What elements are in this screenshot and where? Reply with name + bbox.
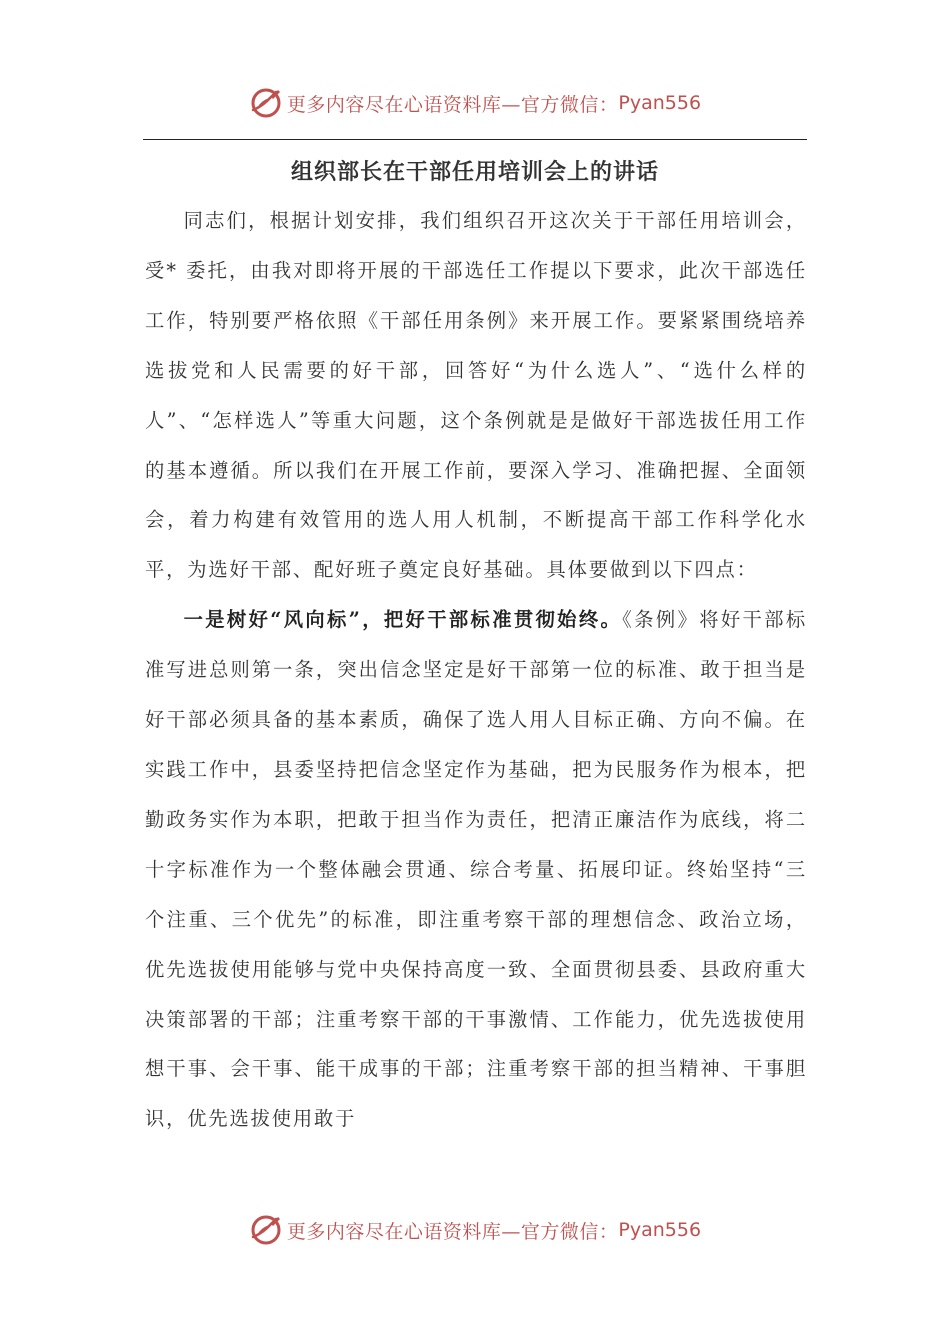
paragraph-point-one [145,595,807,1144]
watermark-text: 更多内容尽在心语资料库—官方微信： [286,93,619,116]
paragraph-intro: 同志们，根据计划安排，我们组织召开这次关于干部任用培训会，受* 委托，由我对即将开展的干部选任工作提以下要求，此次干部选任工作，特别要严格依照《干部任用条例》来开展工作。要紧紧围绕培养选拔党和人民需要的好干部，回答好“为什么选人”、“选什么样的人”、“怎样选人”等重大问题，这个条例就是是做好干部选拔任用工作的基本遵循。所以我们在开展工作前，要深入学习、准确把握、全面领会，着力构建有效管用的选人用人机制，不断提高干部工作科学化水平，为选好干部、配好班子奠定良好基础。具体要做到以下四点： [145,209,807,582]
pen-logo-icon [249,1213,283,1247]
paragraph-point-one-lead: 一是树好“风向标”，把好干部标准贯彻始终。 [183,608,623,632]
footer-watermark [0,1210,950,1250]
pen-logo-icon [249,86,283,120]
document-title: 组织部长在干部任用培训会上的讲话 [290,159,659,185]
watermark-wechat-id: Pyan556 [618,1219,702,1241]
header-divider [143,139,807,140]
watermark-wechat-id: Pyan556 [618,92,702,114]
document-body [145,196,807,1144]
watermark-text: 更多内容尽在心语资料库—官方微信： [286,1220,619,1243]
header-watermark [0,83,950,123]
paragraph-point-one-body: 《条例》将好干部标准写进总则第一条，突出信念坚定是好干部第一位的标准、敢于担当是好干部必须具备的基本素质，确保了选人用人目标正确、方向不偏。在实践工作中，县委坚持把信念坚定作为基础，把为民服务作为根本，把勤政务实作为本职，把敢于担当作为责任，把清正廉洁作为底线，将二十字标准作为一个整体融会贯通、综合考量、拓展印证。终始坚持“三个注重、三个优先”的标准，即注重考察干部的理想信念、政治立场，优先选拔使用能够与党中央保持高度一致、全面贯彻县委、县政府重大决策部署的干部；注重考察干部的干事激情、工作能力，优先选拔使用想干事、会干事、能干成事的干部；注重考察干部的担当精神、干事胆识，优先选拔使用敢于 [145,608,807,1131]
